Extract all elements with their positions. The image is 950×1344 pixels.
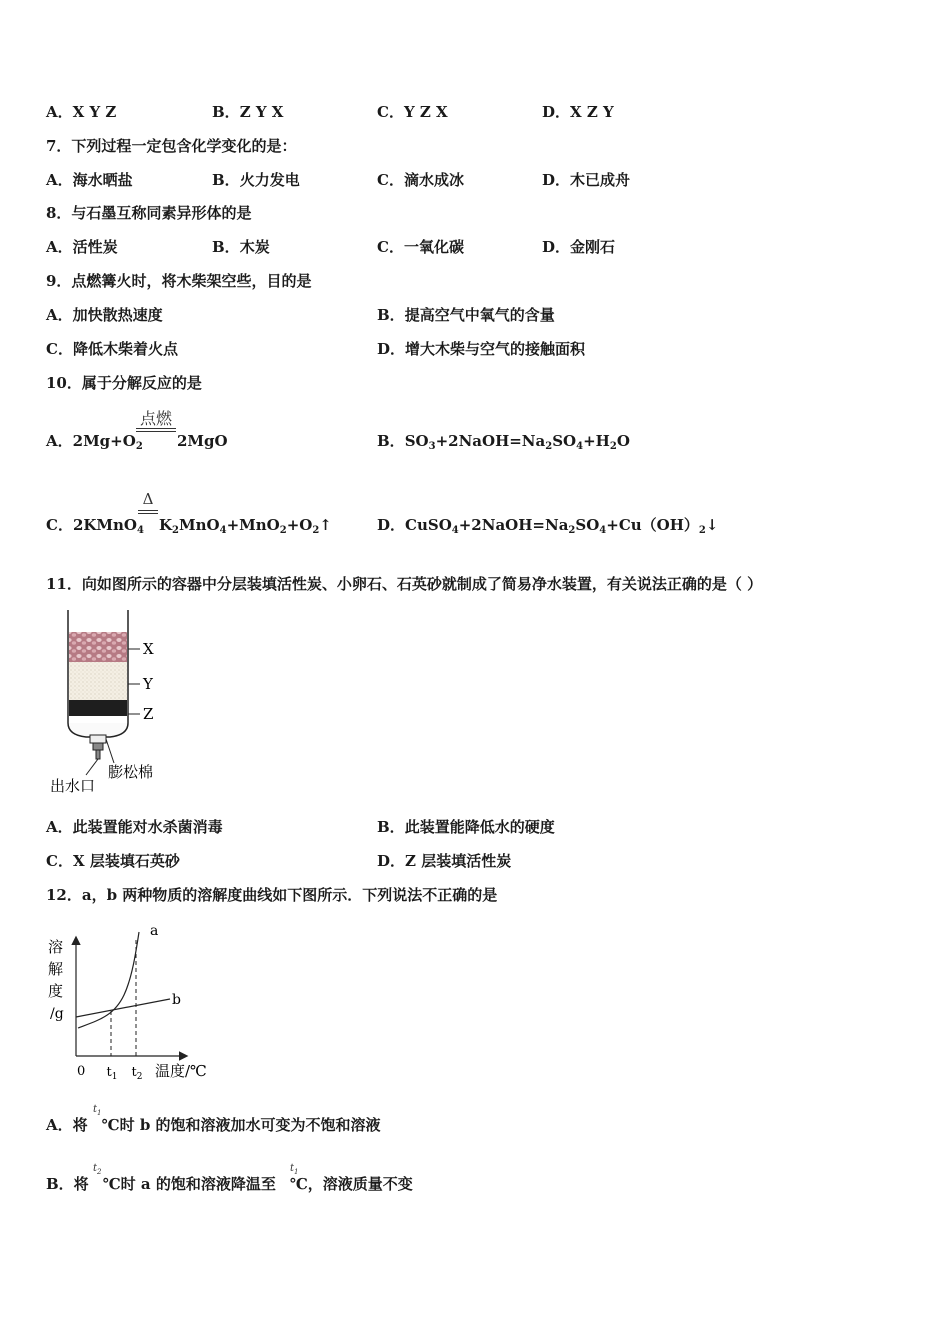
q6-option-d: D．X Z Y	[542, 103, 614, 121]
t2-tick: $t_2$	[131, 1065, 143, 1082]
label-y: Y	[143, 675, 153, 693]
cotton-plug	[90, 735, 106, 743]
label-z: Z	[143, 705, 154, 723]
q10-stem: 10．属于分解反应的是	[46, 374, 202, 392]
q12-option-b: B．将 ℃时 a 的饱和溶液降温至 ℃，溶液质量不变	[46, 1175, 413, 1193]
q10-option-b: B．$SO_3+2NaOH=Na_2SO_4+H_2O$	[377, 432, 630, 452]
q7-option-d: D．木已成舟	[542, 171, 631, 189]
q6-option-a: A．X Y Z	[46, 103, 117, 121]
q9-option-c: C．降低木柴着火点	[46, 340, 178, 358]
q9-option-d: D．增大木柴与空气的接触面积	[377, 340, 586, 358]
solubility-chart	[44, 920, 224, 1085]
q9-stem: 9．点燃篝火时，将木柴架空些，目的是	[46, 272, 312, 290]
q7-stem: 7．下列过程一定包含化学变化的是：	[46, 137, 297, 155]
label-outlet: 出水口	[50, 777, 96, 795]
origin-label: 0	[77, 1064, 86, 1079]
curve-a	[78, 932, 139, 1028]
y-label-char-2: 解	[48, 960, 64, 978]
t1-tick: $t_1$	[106, 1065, 118, 1082]
q7-option-c: C．滴水成冰	[377, 171, 464, 189]
q12-a-t1: $t_1$	[93, 1104, 102, 1117]
q11-option-d: D．Z 层装填活性炭	[377, 852, 512, 870]
q9-option-a: A．加快散热速度	[46, 306, 163, 324]
q7-option-b: B．火力发电	[212, 171, 300, 189]
water-purifier-figure	[46, 605, 176, 800]
q11-option-b: B．此装置能降低水的硬度	[377, 818, 555, 836]
x-axis-label: 温度/℃	[155, 1062, 207, 1080]
curve-b	[76, 999, 170, 1017]
y-label-char-4: /g	[50, 1006, 64, 1022]
q12-b-t2: $t_2$	[93, 1163, 102, 1176]
q8-option-a: A．活性炭	[46, 238, 118, 256]
layer-y-sand	[69, 662, 127, 700]
label-cotton: 膨松棉	[108, 763, 154, 781]
q12-stem: 12．a，b 两种物质的溶解度曲线如下图所示．下列说法不正确的是	[46, 886, 498, 904]
q12-option-a: A．将 ℃时 b 的饱和溶液加水可变为不饱和溶液	[46, 1116, 381, 1134]
q12-b-t1: $t_1$	[290, 1163, 299, 1176]
q11-option-a: A．此装置能对水杀菌消毒	[46, 818, 223, 836]
q11-option-c: C．X 层装填石英砂	[46, 852, 180, 870]
q6-option-b: B．Z Y X	[212, 103, 284, 121]
layer-x-pebbles	[69, 632, 127, 662]
q6-option-c: C．Y Z X	[377, 103, 448, 121]
q10-option-d: D．$CuSO_4+2NaOH=Na_2SO_4+Cu(OH)_2↓$	[377, 516, 719, 536]
q10-option-c: C．2KMnO$_4$	[46, 516, 144, 536]
q8-option-b: B．木炭	[212, 238, 270, 256]
q10-option-c-products: $K_2MnO_4+MnO_2+O_2↑$	[159, 516, 332, 536]
q8-option-d: D．金刚石	[542, 238, 616, 256]
series-b-label: b	[172, 992, 181, 1008]
label-x: X	[143, 640, 154, 658]
q10-a-condition: 点燃	[136, 406, 176, 436]
layer-z-carbon	[69, 700, 127, 716]
q8-option-c: C．一氧化碳	[377, 238, 464, 256]
q9-option-b: B．提高空气中氧气的含量	[377, 306, 555, 324]
q8-stem: 8．与石墨互称同素异形体的是	[46, 204, 252, 222]
q7-option-a: A．海水晒盐	[46, 171, 133, 189]
q10-option-a-product: 2MgO	[177, 432, 228, 450]
series-a-label: a	[150, 923, 159, 939]
q10-option-a: A．$2Mg+O_2$	[46, 432, 143, 452]
y-label-char-3: 度	[48, 982, 64, 1000]
y-label-char-1: 溶	[48, 938, 64, 956]
q10-c-condition: Δ	[138, 490, 158, 516]
q11-stem: 11．向如图所示的容器中分层装填活性炭、小卵石、石英砂就制成了简易净水装置，有关说法正确的是（ ）	[46, 575, 763, 593]
